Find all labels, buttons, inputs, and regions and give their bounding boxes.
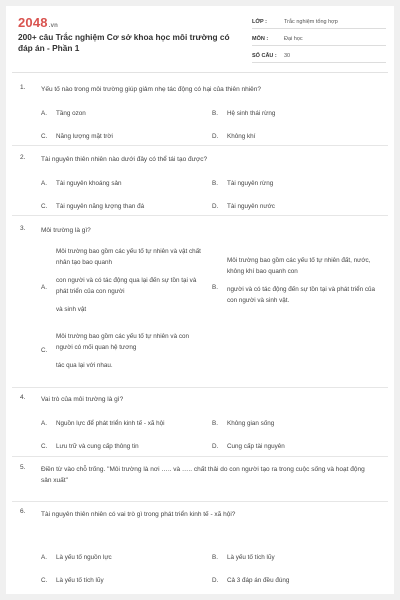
question-text: Điền từ vào chỗ trống. "Môi trường là nơi ….. và ….. chất thải do con người tạo ra trong cuộc sống và hoạt động sản xuất" <box>41 466 365 484</box>
question-number: 1. <box>20 84 26 91</box>
option-letter: A. <box>41 110 47 117</box>
option-letter: B. <box>212 554 218 561</box>
option-text-part: và sinh vật <box>56 306 87 313</box>
option-text-part: Môi trường bao gồm các yếu tố tự nhiên và vật chất nhân tạo bao quanh <box>56 248 201 266</box>
option-text: Là yếu tố nguồn lực <box>56 554 112 561</box>
question-number: 4. <box>20 394 26 401</box>
option-letter: A. <box>41 420 47 427</box>
question-number: 2. <box>20 154 26 161</box>
document-title: 200+ câu Trắc nghiệm Cơ sở khoa học môi trường có đáp án - Phần 1 <box>18 32 230 53</box>
option-text: Lưu trữ và cung cấp thông tin <box>56 443 139 450</box>
option-text: Là yếu tố tích lũy <box>56 577 104 584</box>
option-letter: D. <box>212 577 219 584</box>
option-text <box>227 255 382 306</box>
option-text: Là yếu tố tích lũy <box>227 554 275 561</box>
question-text: Vai trò của môi trường là gì? <box>41 396 124 403</box>
option-letter: C. <box>41 577 48 584</box>
option-letter: B. <box>212 180 218 187</box>
option-text <box>56 246 206 315</box>
option-text: Tài nguyên năng lượng than đá <box>56 203 145 210</box>
document-page <box>6 6 394 594</box>
meta-info <box>252 15 386 66</box>
meta-label: SỐ CÂU : <box>252 52 277 59</box>
option-letter: C. <box>41 347 48 354</box>
document-header <box>6 6 394 68</box>
option-letter: B. <box>212 110 218 117</box>
option-letter: D. <box>212 203 219 210</box>
option-text: Hệ sinh thái rừng <box>227 110 276 117</box>
option-text: Không khí <box>227 133 256 140</box>
question-divider <box>12 501 388 502</box>
option-letter: B. <box>212 420 218 427</box>
option-text: Năng lượng mặt trời <box>56 133 113 140</box>
option-text: Cả 3 đáp án đều đúng <box>227 577 290 584</box>
meta-row-class <box>252 15 386 29</box>
option-text: Nguồn lực để phát triển kinh tế - xã hội <box>56 420 165 427</box>
option-text-part: Môi trường bao gồm các yếu tố tự nhiên đất, nước, không khí bao quanh con <box>227 257 371 275</box>
meta-value: 30 <box>284 52 291 59</box>
option-text <box>56 331 206 371</box>
header-divider <box>12 72 388 73</box>
option-text-part: tác qua lại với nhau. <box>56 362 113 369</box>
site-logo[interactable] <box>18 15 58 30</box>
option-text: Tầng ozon <box>56 110 86 117</box>
option-text-part: con người và có tác động qua lại đến sự tồn tại và phát triển của con người <box>56 277 197 295</box>
option-text: Tài nguyên rừng <box>227 180 274 187</box>
meta-label: MÔN : <box>252 35 269 42</box>
option-letter: A. <box>41 284 47 291</box>
question-text: Môi trường là gì? <box>41 227 91 234</box>
question-divider <box>12 387 388 388</box>
option-letter: B. <box>212 284 218 291</box>
option-text: Cung cấp tài nguyên <box>227 443 285 450</box>
question-text: Tài nguyên thiên nhiên có vai trò gì trong phát triển kinh tế - xã hội? <box>41 511 236 518</box>
question-number: 6. <box>20 508 26 515</box>
option-text: Không gian sống <box>227 420 275 427</box>
question-divider <box>12 145 388 146</box>
option-letter: C. <box>41 443 48 450</box>
question-text: Yếu tố nào trong môi trường giúp giảm nhẹ tác động có hại của thiên nhiên? <box>41 86 262 93</box>
option-text-part: người và có tác động đến sự tồn tại và phát triển của con người và sinh vật. <box>227 286 376 304</box>
option-letter: A. <box>41 180 47 187</box>
meta-label: LỚP : <box>252 18 267 25</box>
question-divider <box>12 215 388 216</box>
option-letter: C. <box>41 203 48 210</box>
meta-value: Trắc nghiệm tổng hợp <box>284 18 338 25</box>
question-number: 3. <box>20 225 26 232</box>
question-number: 5. <box>20 464 26 471</box>
option-text: Tài nguyên nước <box>227 203 275 210</box>
logo-suffix: .vn <box>48 23 59 29</box>
meta-value: Đại học <box>284 35 303 42</box>
question-text: Tài nguyên thiên nhiên nào dưới đây có thể tái tạo được? <box>41 156 208 163</box>
option-letter: D. <box>212 133 219 140</box>
meta-row-count <box>252 49 386 63</box>
meta-row-subject <box>252 32 386 46</box>
option-letter: C. <box>41 133 48 140</box>
option-text: Tài nguyên khoáng sản <box>56 180 122 187</box>
option-letter: D. <box>212 443 219 450</box>
option-letter: A. <box>41 554 47 561</box>
logo-main: 2048 <box>18 15 48 30</box>
option-text-part: Môi trường bao gồm các yếu tố tự nhiên và con người có mối quan hệ tương <box>56 333 189 351</box>
question-divider <box>12 456 388 457</box>
